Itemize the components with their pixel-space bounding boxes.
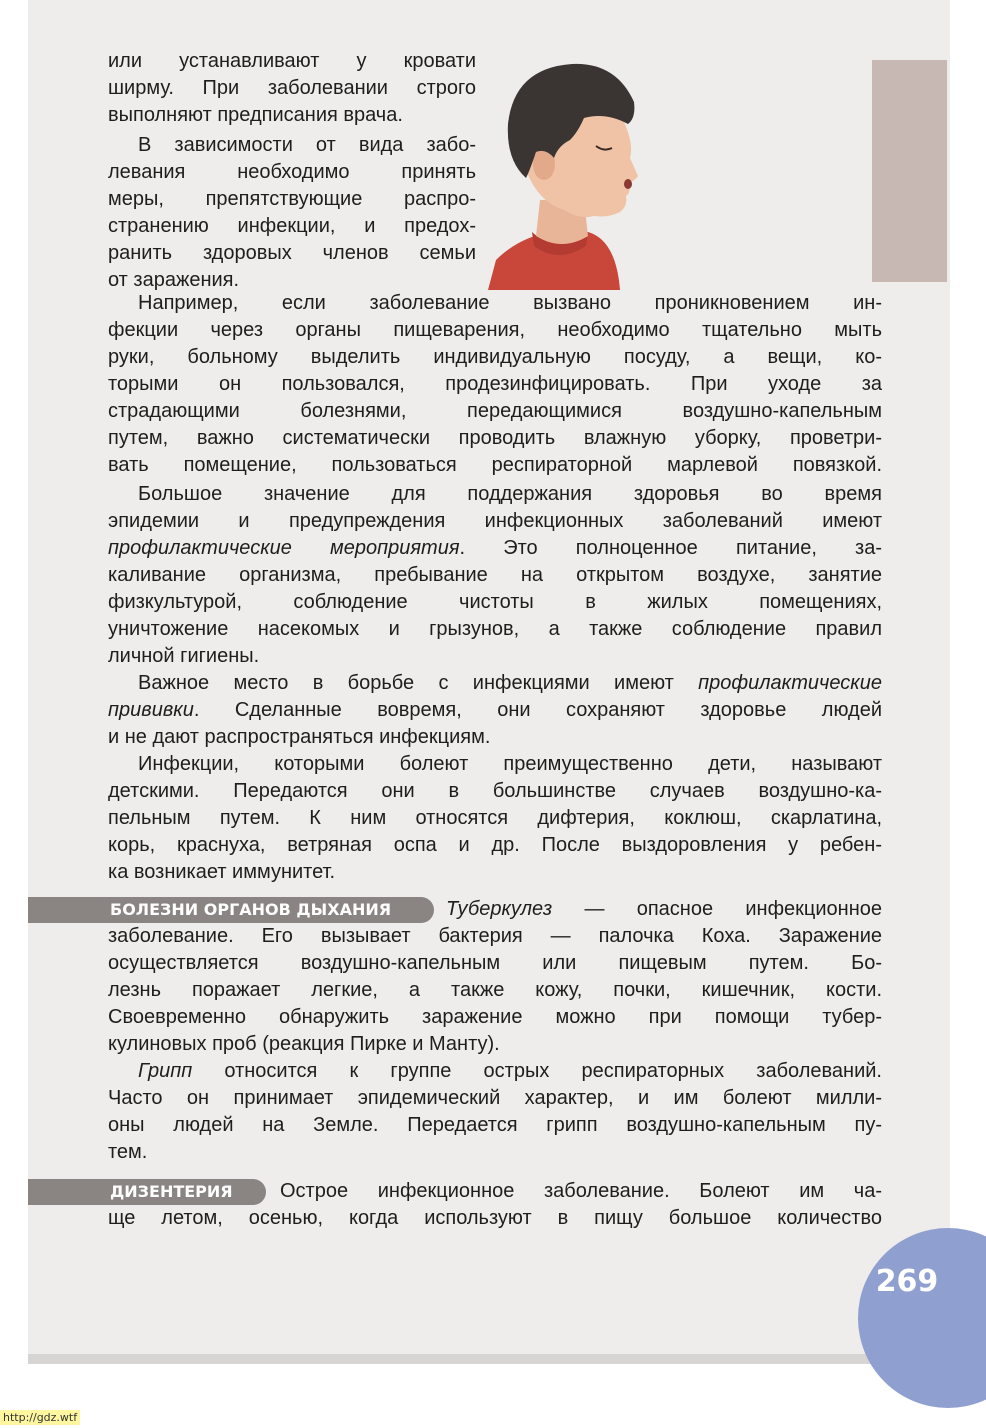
text-line: Большое значение для поддержания здоровья во время xyxy=(138,483,882,505)
paragraph-flu xyxy=(108,1058,882,1166)
text-line: от заражения. xyxy=(108,269,240,291)
text-line: путем, важно систематически проводить влажную уборку, проветри- xyxy=(108,427,882,449)
text-line: оны людей на Земле. Передается грипп воздушно-капельным пу- xyxy=(108,1114,882,1136)
text-line: личной гигиены. xyxy=(108,645,260,667)
text-line: заболевание. Его вызывает бактерия — палочка Коха. Заражение xyxy=(108,925,882,947)
text-line: каливание организма, пребывание на открытом воздухе, занятие xyxy=(108,564,882,586)
text-line: детскими. Передаются они в большинстве случаев воздушно-ка- xyxy=(108,780,882,802)
term-prophylactic: профилактические xyxy=(698,672,882,694)
paragraph-vaccinations xyxy=(108,670,882,751)
text-line: руки, больному выделить индивидуальную посуду, а вещи, ко- xyxy=(108,346,882,368)
text-line: физкультурой, соблюдение чистоты в жилых помещениях, xyxy=(108,591,882,613)
page-bottom-edge xyxy=(28,1354,950,1364)
paragraph-example xyxy=(108,290,882,479)
term-prophylactic-measures: профилактические мероприятия xyxy=(108,537,460,559)
term-flu: Грипп xyxy=(138,1060,193,1082)
text-line: Своевременно обнаружить заражение можно при помощи тубер- xyxy=(108,1006,882,1028)
text-line: торыми он пользовался, продезинфицировать. При уходе за xyxy=(108,373,882,395)
text-line: пельным путем. К ним относятся дифтерия, коклюш, скарлатина, xyxy=(108,807,882,829)
boy-breathing-illustration xyxy=(488,60,658,290)
page-number: 269 xyxy=(875,1264,939,1299)
text-line: фекции через органы пищеварения, необходимо тщательно мыть xyxy=(108,319,882,341)
text-line: или устанавливают у кровати xyxy=(108,50,476,72)
term-vaccinations: прививки xyxy=(108,699,194,721)
paragraph-tuberculosis xyxy=(108,923,882,1058)
section-label-dysentery: ДИЗЕНТЕРИЯ xyxy=(28,1179,266,1205)
text-line: вать помещение, пользоваться респираторной марлевой повязкой. xyxy=(108,454,882,476)
paragraph-childhood-infections xyxy=(108,751,882,886)
text-line: Туберкулез — опасное инфекционное xyxy=(446,898,882,920)
text-line: Острое инфекционное заболевание. Болеют им ча- xyxy=(280,1180,882,1202)
text-line: осуществляется воздушно-капельным или пищевым путем. Бо- xyxy=(108,952,882,974)
text-line: кулиновых проб (реакция Пирке и Манту). xyxy=(108,1033,500,1055)
text-line: ще летом, осенью, когда используют в пищу большое количество xyxy=(108,1207,882,1229)
paragraph-prophylaxis xyxy=(108,481,882,670)
text-line: левания необходимо принять xyxy=(108,161,476,183)
paragraph-prevention xyxy=(108,132,476,294)
text-line: лезнь поражает легкие, а также кожу, почки, кишечник, кости. xyxy=(108,979,882,1001)
text-line: корь, краснуха, ветряная оспа и др. После выздоровления у ребен- xyxy=(108,834,882,856)
text-line: Важное место в борьбе с инфекциями имеют профилактические xyxy=(138,672,882,694)
text-line: ка возникает иммунитет. xyxy=(108,861,336,883)
text-line: Часто он принимает эпидемический характер, и им болеют милли- xyxy=(108,1087,882,1109)
dysentery-first-line xyxy=(280,1178,882,1205)
text-line: ранить здоровых членов семьи xyxy=(108,242,476,264)
text-line: профилактические мероприятия. Это полноценное питание, за- xyxy=(108,537,882,559)
text-line: Инфекции, которыми болеют преимущественно дети, называют xyxy=(138,753,882,775)
text-line: эпидемии и предупреждения инфекционных заболеваний имеют xyxy=(108,510,882,532)
text-line: и не дают распространяться инфекциям. xyxy=(108,726,491,748)
text-line: В зависимости от вида забо- xyxy=(138,134,476,156)
chapter-tab-marker xyxy=(872,60,947,282)
text-line: уничтожение насекомых и грызунов, а также соблюдение правил xyxy=(108,618,882,640)
paragraph-intro xyxy=(108,48,476,129)
text-line: тем. xyxy=(108,1141,148,1163)
paragraph-dysentery xyxy=(108,1205,882,1232)
text-line: ширму. При заболевании строго xyxy=(108,77,476,99)
source-watermark[interactable]: http://gdz.wtf xyxy=(0,1410,80,1425)
text-line: прививки. Сделанные вовремя, они сохраняют здоровье людей xyxy=(108,699,882,721)
tuberculosis-first-line xyxy=(446,896,882,923)
text-line: Например, если заболевание вызвано проникновением ин- xyxy=(138,292,882,314)
text-line: меры, препятствующие распро- xyxy=(108,188,476,210)
text-line: страдающими болезнями, передающимися воздушно-капельным xyxy=(108,400,882,422)
section-label-respiratory: БОЛЕЗНИ ОРГАНОВ ДЫХАНИЯ xyxy=(28,897,434,923)
text-line: странению инфекции, и предох- xyxy=(108,215,476,237)
term-tuberculosis: Туберкулез xyxy=(446,898,553,920)
text-line: Грипп относится к группе острых респираторных заболеваний. xyxy=(138,1060,882,1082)
text-line: выполняют предписания врача. xyxy=(108,104,403,126)
